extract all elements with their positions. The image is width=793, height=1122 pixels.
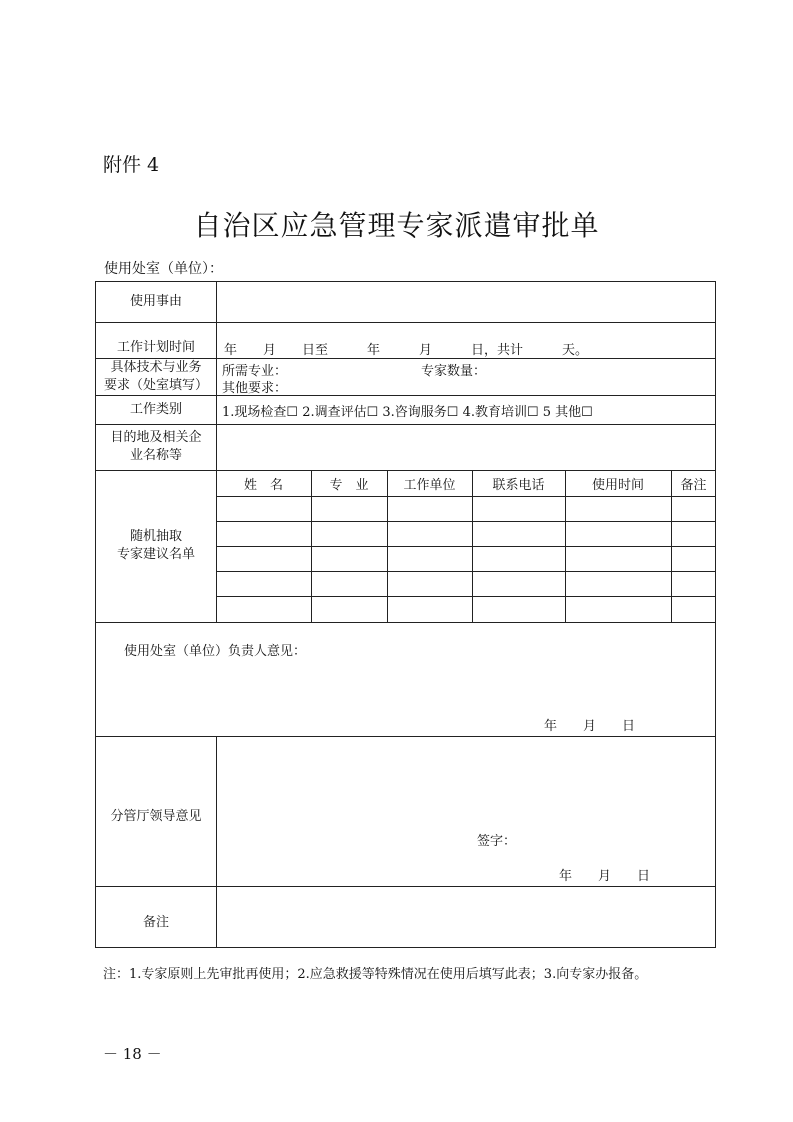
random-label-line2: 专家建议名单 [116,547,195,562]
row-divider [96,322,715,323]
destination-label-line2: 业名称等 [129,448,182,463]
row-divider [96,395,715,396]
header-remarks: 备注 [680,478,707,493]
attachment-label: 附件 4 [103,154,160,176]
signature-label: 签字： [477,834,517,849]
work-plan-time-field[interactable]: 年 月 日至 年 月 日，共计 天。 [224,343,589,358]
random-expert-label [96,528,216,564]
use-reason-field[interactable] [218,284,713,320]
header-use-time: 使用时间 [591,478,644,493]
grid-line [216,546,715,547]
required-major-field[interactable]: 所需专业： [222,364,288,379]
dept-leader-label: 分管厅领导意见 [110,809,202,824]
work-plan-time-label: 工作计划时间 [116,340,195,355]
tech-req-label-line2: 要求（处室填写） [103,378,208,393]
row-divider [96,886,715,887]
header-phone: 联系电话 [492,478,545,493]
tech-req-label [96,359,216,395]
approval-form-table [95,281,716,948]
grid-line [216,571,715,572]
page-number: － 18 － [103,1045,162,1063]
tech-req-label-line1: 具体技术与业务 [110,360,202,375]
work-type-options[interactable]: 1.现场检查☐ 2.调查评估☐ 3.咨询服务☐ 4.教育培训☐ 5 其他☐ [222,405,593,420]
expert-count-field[interactable]: 专家数量： [421,364,487,379]
header-work-unit: 工作单位 [403,478,456,493]
work-type-label: 工作类别 [129,402,182,417]
page-title: 自治区应急管理专家派遣审批单 [193,209,600,242]
grid-line [216,596,715,597]
row-divider [96,622,715,623]
row-divider [96,736,715,737]
row-divider [96,424,715,425]
other-requirements-field[interactable]: 其他要求： [222,381,288,396]
header-major: 专 业 [329,478,369,493]
header-name: 姓 名 [243,478,283,493]
leader-opinion-label: 使用处室（单位）负责人意见： [124,644,307,659]
footnote: 注：1.专家原则上先审批再使用；2.应急救援等特殊情况在使用后填写此表；3.向专家办报备。 [103,967,648,982]
unit-label: 使用处室（单位）： [104,261,223,277]
grid-line [216,521,715,522]
destination-label [96,429,216,465]
destination-label-line1: 目的地及相关企 [110,430,202,445]
remarks-label: 备注 [142,915,169,930]
use-reason-label: 使用事由 [129,294,182,309]
date-text: 年 月 日 [544,719,636,734]
remarks-field[interactable] [218,888,713,946]
date-text: 年 月 日 [559,869,651,884]
random-label-line1: 随机抽取 [129,529,182,544]
destination-field[interactable] [218,426,713,468]
label-column-divider [216,736,217,948]
row-divider [96,470,715,471]
